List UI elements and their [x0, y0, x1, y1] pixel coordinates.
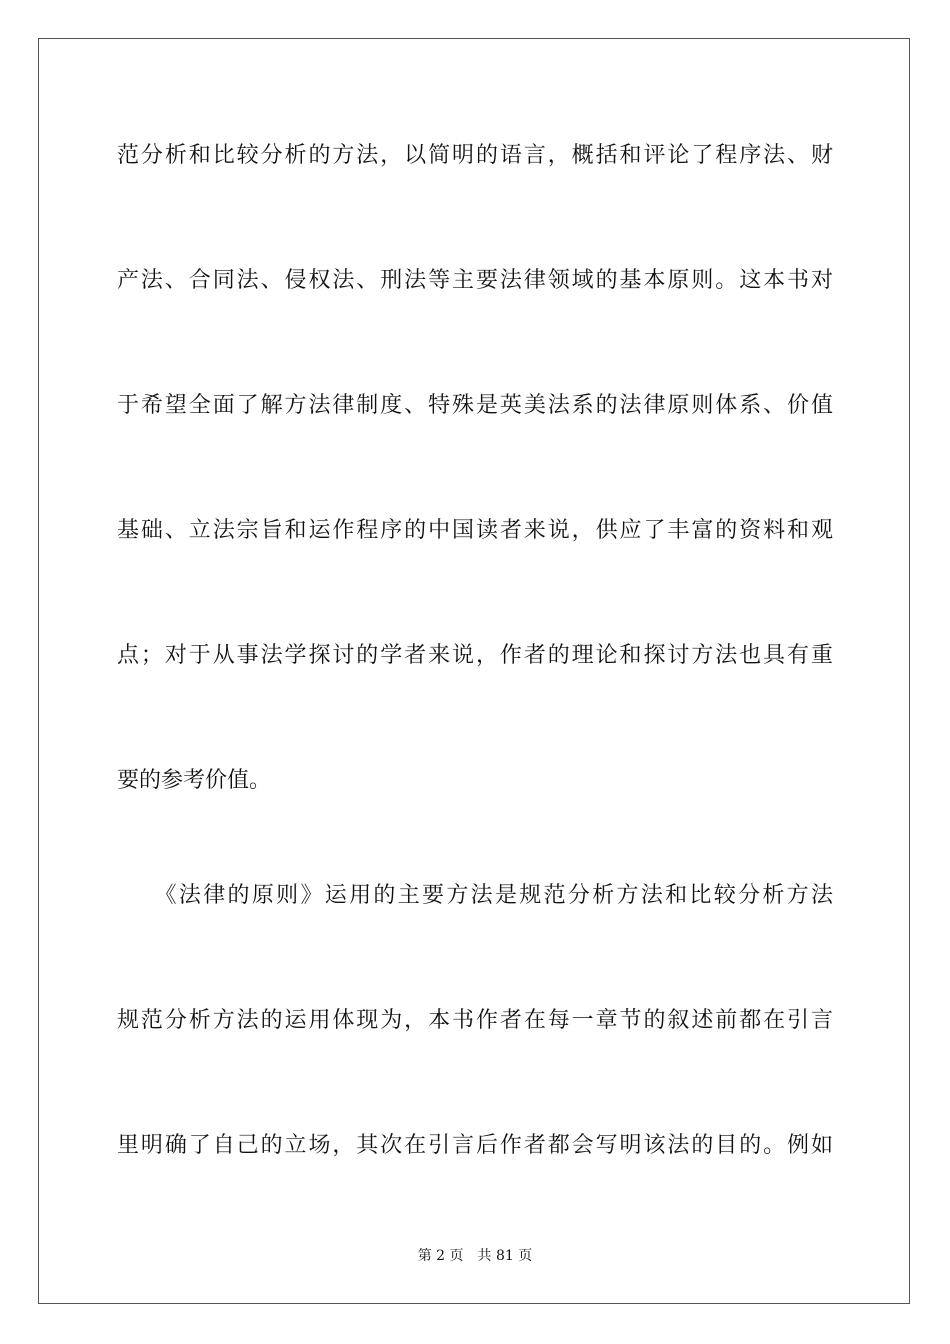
- paragraph-line-7: 《法律的原则》运用的主要方法是规范分析方法和比较分析方法: [117, 883, 833, 908]
- paragraph-line-5: 点；对于从事法学探讨的学者来说，作者的理论和探讨方法也具有重: [117, 643, 833, 668]
- page-number-footer: 第 2 页 共 81 页: [417, 1248, 533, 1264]
- paragraph-line-3: 于希望全面了解方法律制度、特殊是英美法系的法律原则体系、价值: [117, 393, 833, 418]
- paragraph-line-9: 里明确了自己的立场，其次在引言后作者都会写明该法的目的。例如: [117, 1133, 833, 1158]
- paragraph-line-8: 规范分析方法的运用体现为，本书作者在每一章节的叙述前都在引言: [117, 1008, 833, 1033]
- paragraph-line-1: 范分析和比较分析的方法，以简明的语言，概括和评论了程序法、财: [117, 143, 833, 168]
- paragraph-line-4: 基础、立法宗旨和运作程序的中国读者来说，供应了丰富的资料和观: [117, 518, 833, 543]
- paragraph-line-6: 要的参考价值。: [117, 768, 272, 793]
- paragraph-line-2: 产法、合同法、侵权法、刑法等主要法律领域的基本原则。这本书对: [117, 268, 833, 293]
